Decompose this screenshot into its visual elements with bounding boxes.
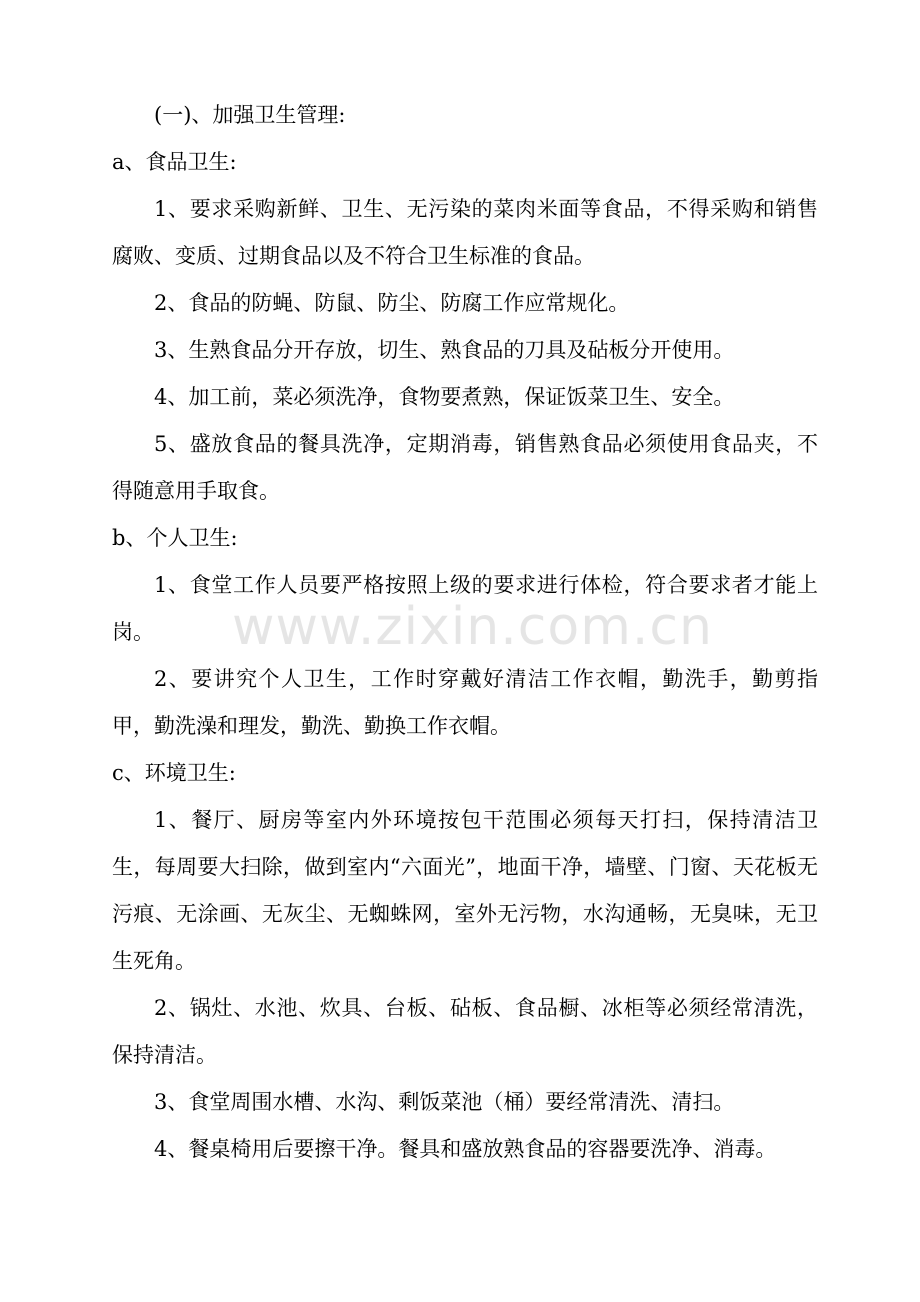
paragraph-environment-2: 2、锅灶、水池、炊具、台板、砧板、食品橱、冰柜等必须经常清洗，保持清洁。 [112,996,818,1067]
paragraph-food-3: 3、生熟食品分开存放，切生、熟食品的刀具及砧板分开使用。 [154,338,735,362]
paragraph-environment-3: 3、食堂周围水槽、水沟、剩饭菜池（桶）要经常清洗、清扫。 [154,1090,735,1114]
paragraph-food-5: 5、盛放食品的餐具洗净，定期消毒，销售熟食品必须使用食品夹，不得随意用手取食。 [112,432,818,503]
paragraph-food-4: 4、加工前，菜必须洗净，食物要煮熟，保证饭菜卫生、安全。 [154,385,735,409]
paragraph-personal-2: 2、要讲究个人卫生，工作时穿戴好清洁工作衣帽，勤洗手，勤剪指甲，勤洗澡和理发，勤洗、勤换工作衣帽。 [112,667,818,738]
paragraph-environment-4: 4、餐桌椅用后要擦干净。餐具和盛放熟食品的容器要洗净、消毒。 [154,1137,777,1161]
watermark: www.zixin.com.cn [232,597,713,657]
paragraph-food-2: 2、食品的防蝇、防鼠、防尘、防腐工作应常规化。 [154,291,630,315]
paragraph-personal-1: 1、食堂工作人员要严格按照上级的要求进行体检，符合要求者才能上岗。 [112,573,818,644]
section-heading: (一)、加强卫生管理: [154,103,346,127]
subsection-heading-environment-hygiene: c、环境卫生: [112,761,236,785]
subsection-heading-food-hygiene: a、食品卫生: [112,150,237,174]
paragraph-environment-1: 1、餐厅、厨房等室内外环境按包干范围必须每天打扫，保持清洁卫生，每周要大扫除，做到室内“六面光”，地面干净，墙壁、门窗、天花板无污痕、无涂画、无灰尘、无蜘蛛网，室外无污物，水沟通畅，无臭味，无卫生死角。 [112,808,818,973]
subsection-heading-personal-hygiene: b、个人卫生: [112,526,238,550]
paragraph-food-1: 1、要求采购新鲜、卫生、无污染的菜肉米面等食品，不得采购和销售腐败、变质、过期食品以及不符合卫生标准的食品。 [112,197,818,268]
